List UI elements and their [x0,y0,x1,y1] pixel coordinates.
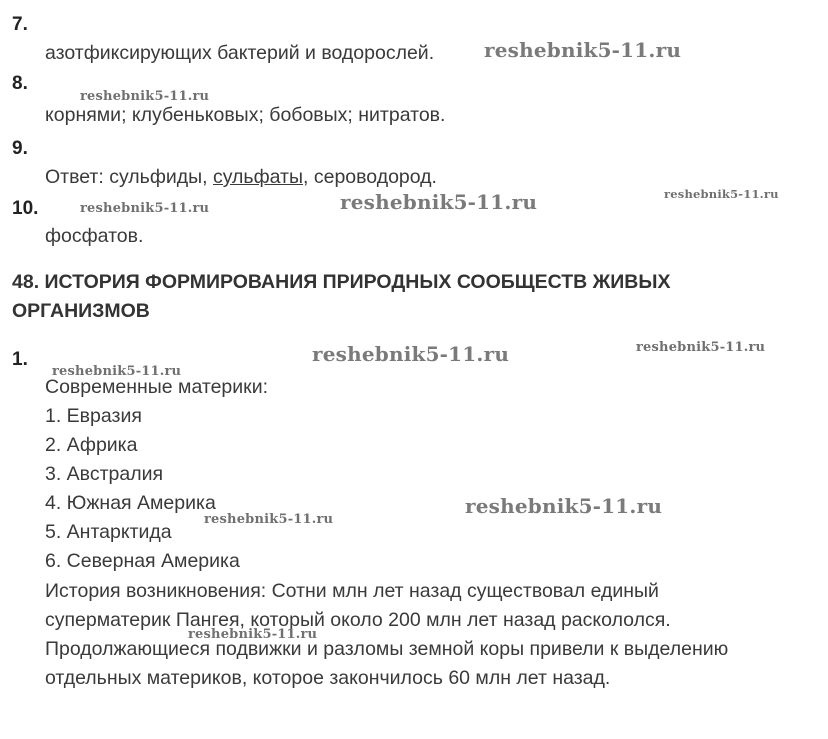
continent-item: 2. Африка [45,434,138,456]
item-9-text-after: , сероводород. [303,166,437,188]
history-line: отдельных материков, которое закончилось 60 млн лет назад. [45,667,611,689]
continent-item: 6. Северная Америка [45,550,240,572]
item-8-text: корнями; клубеньковых; бобовых; нитратов. [45,104,446,126]
item-9-underlined-word: сульфаты [212,166,304,188]
continents-intro: Современные материки: [45,376,269,398]
item-number-8: 8. [12,73,28,94]
continent-item: 5. Антарктида [45,521,172,543]
section-heading-line2: ОРГАНИЗМОВ [12,300,150,322]
watermark: reshebnik5-11.ru [664,187,779,201]
item-10-text: фосфатов. [45,225,144,247]
watermark: reshebnik5-11.ru [188,627,318,642]
watermark: reshebnik5-11.ru [80,201,210,216]
section-item-number-1: 1. [12,349,28,370]
item-9-text-before: Ответ: сульфиды, [45,166,213,188]
continent-item: 4. Южная Америка [45,492,216,514]
watermark: reshebnik5-11.ru [312,342,510,366]
watermark: reshebnik5-11.ru [204,512,334,527]
history-line: Продолжающиеся подвижки и разломы земной коры привели к выделению [45,638,729,660]
watermark: reshebnik5-11.ru [80,89,210,104]
item-7-text: азотфиксирующих бактерий и водорослей. [45,42,435,64]
watermark: reshebnik5-11.ru [484,38,682,62]
continent-item: 3. Австралия [45,463,164,485]
history-line: суперматерик Пангея, который около 200 млн лет назад раскололся. [45,609,671,631]
item-number-10: 10. [12,198,39,219]
item-number-9: 9. [12,138,28,159]
history-line: История возникновения: Сотни млн лет назад существовал единый [45,580,659,602]
item-9-text [45,166,437,189]
item-number-7: 7. [12,14,28,35]
watermark: reshebnik5-11.ru [340,190,538,214]
watermark: reshebnik5-11.ru [52,364,182,379]
watermark: reshebnik5-11.ru [465,494,663,518]
continent-item: 1. Евразия [45,405,142,427]
watermark: reshebnik5-11.ru [636,340,766,355]
section-heading-line1: 48. ИСТОРИЯ ФОРМИРОВАНИЯ ПРИРОДНЫХ СООБЩЕСТВ ЖИВЫХ [12,271,671,293]
